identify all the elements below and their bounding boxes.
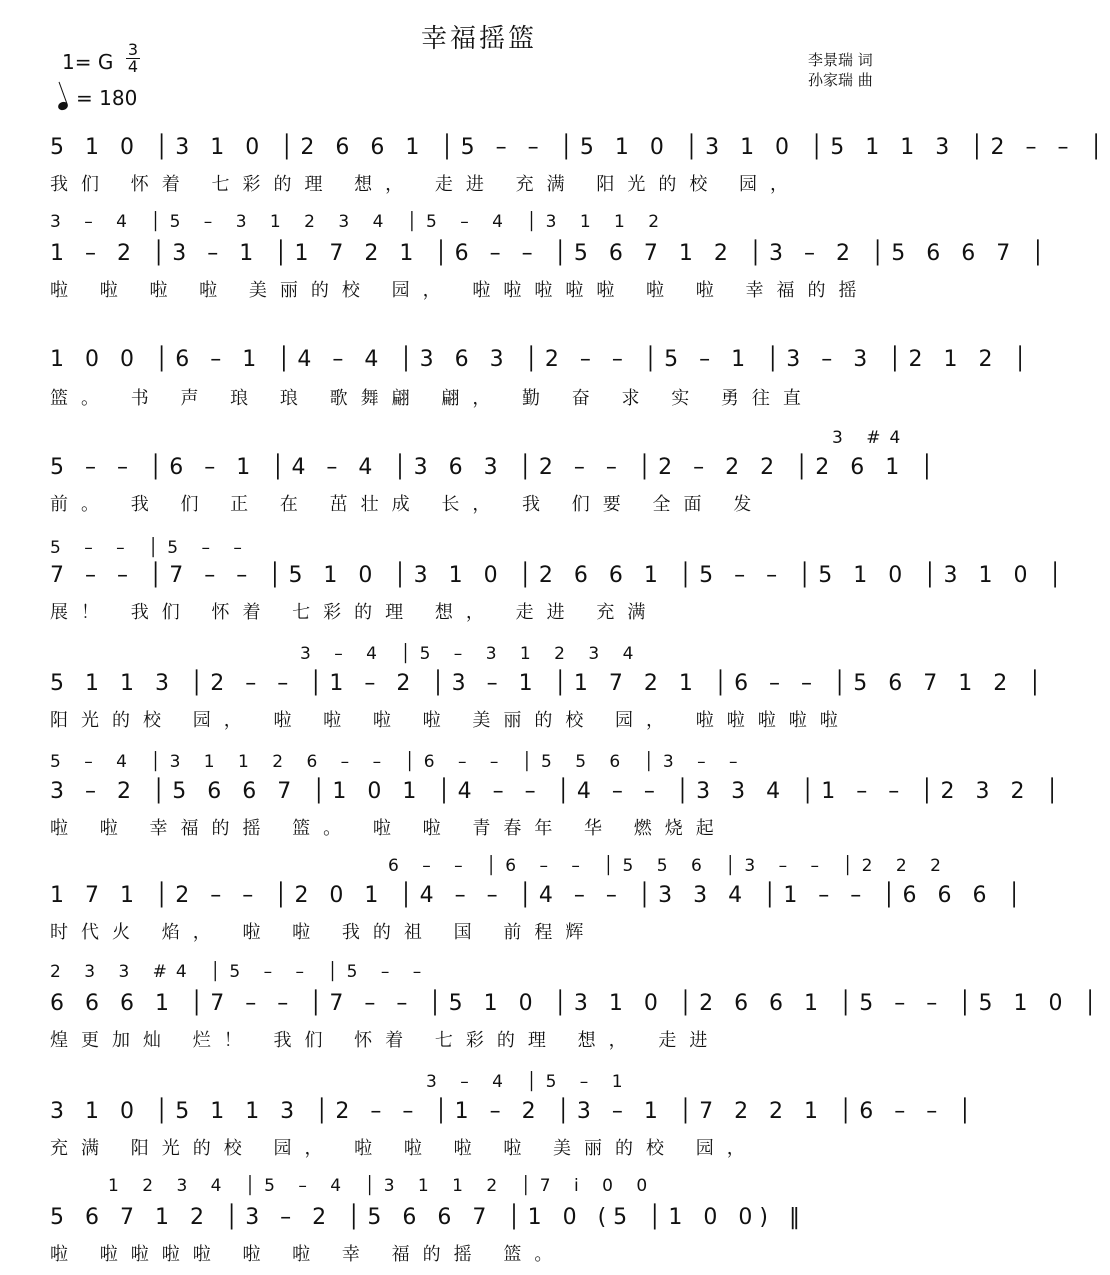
- score-line: [0, 428, 958, 520]
- song-title: 幸福摇篮: [420, 24, 537, 54]
- lyrics: 展！ 我们 怀着 七彩的理 想， 走进 充满: [50, 602, 659, 623]
- score-line: [0, 1072, 979, 1164]
- harmony-notes: 6 – – │6 – – │5 5 6 │3 – – │2 2 2: [388, 856, 950, 876]
- harmony-notes: 3 – 4 │5 – 3 1 2 3 4 │5 – 4 │3 1 1 2: [50, 212, 669, 232]
- lyricist: 李景瑞 词: [808, 51, 873, 69]
- melody-notes: 1 – 2 │3 – 1 │1 7 2 1 │6 – – │5 6 7 1 2 │3 – 2 │5 6 6 7 │: [50, 240, 1052, 266]
- composer: 孙家瑞 曲: [808, 71, 873, 89]
- credits: [808, 50, 873, 90]
- harmony-notes: 3 – 4 │5 – 3 1 2 3 4: [300, 644, 643, 664]
- lyrics: 充满 阳光的校 园， 啦 啦 啦 啦 美丽的校 园，: [50, 1138, 758, 1159]
- melody-notes: 3 1 0 │5 1 1 3 │2 – – │1 – 2 │3 – 1 │7 2 2 1 │6 – – │: [50, 1098, 979, 1124]
- melody-notes: 7 – – │7 – – │5 1 0 │3 1 0 │2 6 6 1 │5 – – │5 1 0 │3 1 0 │: [50, 562, 1069, 588]
- melody-notes: 6 6 6 1 │7 – – │7 – – │5 1 0 │3 1 0 │2 6 6 1 │5 – – │5 1 0 │: [50, 990, 1104, 1016]
- lyrics: 啦 啦 啦 啦 美丽的校 园， 啦啦啦啦啦 啦 啦 幸福的摇: [50, 280, 870, 301]
- quarter-note-icon: [57, 101, 69, 112]
- lyrics: 时代火 焰， 啦 啦 我的祖 国 前程辉: [50, 922, 597, 943]
- tempo-marking: [58, 86, 137, 110]
- melody-notes: 3 – 2 │5 6 6 7 │1 0 1 │4 – – │4 – – │3 3 4 │1 – – │2 3 2 │: [50, 778, 1066, 804]
- melody-notes: 5 – – │6 – 1 │4 – 4 │3 6 3 │2 – – │2 – 2 2 │2 6 1 │: [50, 454, 941, 480]
- lyrics: 啦 啦 幸福的摇 篮。 啦 啦 青春年 华 燃烧起: [50, 818, 727, 839]
- score-line: [0, 962, 1104, 1056]
- harmony-notes: 3 #4: [832, 428, 910, 448]
- score-line: [0, 120, 1110, 200]
- melody-notes: 5 1 0 │3 1 0 │2 6 6 1 │5 – – │5 1 0 │3 1 0 │5 1 1 3 │2 – – │: [50, 134, 1110, 160]
- harmony-notes: 2 3 3 #4 │5 – – │5 – –: [50, 962, 431, 982]
- lyrics: 阳光的校 园， 啦 啦 啦 啦 美丽的校 园， 啦啦啦啦啦: [50, 710, 851, 731]
- lyrics: 前。 我 们 正 在 茁壮成 长， 我 们要 全面 发: [50, 494, 765, 515]
- melody-notes: 1 0 0 │6 – 1 │4 – 4 │3 6 3 │2 – – │5 – 1 │3 – 3 │2 1 2 │: [50, 346, 1034, 372]
- time-signature-bottom: 4: [127, 57, 139, 76]
- tempo-value: = 180: [76, 86, 138, 110]
- score-line: [0, 538, 1069, 628]
- score-line: [0, 212, 1052, 304]
- harmony-notes: 5 – 4 │3 1 1 2 6 – – │6 – – │5 5 6 │3 – –: [50, 752, 747, 772]
- melody-notes: 5 6 7 1 2 │3 – 2 │5 6 6 7 │1 0 (5 │1 0 0) ‖: [50, 1204, 807, 1230]
- key-signature: 1= G: [62, 50, 114, 74]
- melody-notes: 1 7 1 │2 – – │2 0 1 │4 – – │4 – – │3 3 4 │1 – – │6 6 6 │: [50, 882, 1028, 908]
- score-line: [0, 1176, 958, 1270]
- harmony-notes: 1 2 3 4 │5 – 4 │3 1 1 2 │7 i 0 0: [108, 1176, 657, 1196]
- lyrics: 啦 啦啦啦啦 啦 啦 幸 福的摇 篮。: [50, 1244, 566, 1265]
- score-line: [0, 644, 1049, 736]
- harmony-notes: 3 – 4 │5 – 1: [426, 1072, 632, 1092]
- lyrics: 煌更加灿 烂！ 我们 怀着 七彩的理 想， 走进: [50, 1030, 721, 1051]
- score-line: [0, 752, 1066, 842]
- time-signature-top: 3: [127, 40, 139, 59]
- lyrics: 篮。 书 声 琅 琅 歌舞翩 翩， 勤 奋 求 实 勇往直: [50, 388, 814, 409]
- score-line: [0, 856, 1028, 948]
- lyrics: 我们 怀着 七彩的理 想， 走进 充满 阳光的校 园，: [50, 174, 802, 195]
- time-signature: [126, 42, 140, 75]
- melody-notes: 5 1 1 3 │2 – – │1 – 2 │3 – 1 │1 7 2 1 │6 – – │5 6 7 1 2 │: [50, 670, 1049, 696]
- score-line: [0, 328, 1034, 418]
- harmony-notes: 5 – – │5 – –: [50, 538, 251, 558]
